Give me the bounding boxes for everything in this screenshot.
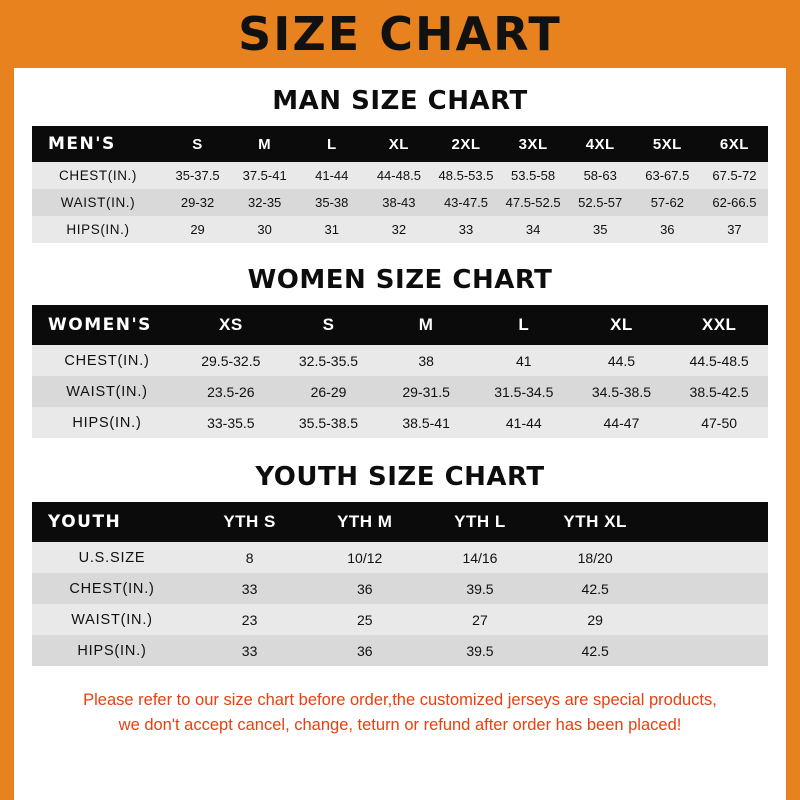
- women-row-label: CHEST(IN.): [64, 352, 150, 369]
- youth-table-body: [32, 542, 768, 666]
- women-header-cell: XL: [610, 315, 633, 334]
- man-row-label: WAIST(IN.): [60, 195, 136, 210]
- youth-cell: 42.5: [581, 642, 609, 659]
- man-cell: 38-43: [382, 195, 416, 210]
- youth-row-label: CHEST(IN.): [69, 580, 155, 597]
- footer-note-line-1: Please refer to our size chart before order,the customized jerseys are special products,: [83, 691, 717, 709]
- youth-header-cell: YTH L: [454, 512, 506, 531]
- man-table-head: [32, 126, 768, 162]
- man-header-cell: L: [326, 135, 337, 153]
- man-cell: 57-62: [650, 195, 684, 210]
- youth-table-head: [32, 502, 768, 542]
- table-row: [32, 573, 768, 604]
- youth-row-label: U.S.SIZE: [78, 549, 146, 566]
- youth-cell: 39.5: [466, 580, 494, 597]
- man-header-cell: S: [192, 135, 203, 153]
- youth-cell: 10/12: [347, 549, 383, 566]
- man-header-cell: XL: [388, 135, 409, 153]
- man-cell: 35-37.5: [175, 168, 220, 183]
- women-cell: 44.5: [607, 352, 636, 369]
- man-cell: 43-47.5: [443, 195, 489, 210]
- women-header-cell: L: [518, 315, 530, 334]
- footer-note: [26, 688, 774, 738]
- man-header-cell: 5XL: [652, 135, 682, 153]
- man-cell: 62-66.5: [712, 195, 757, 210]
- youth-cell: 27: [472, 611, 488, 628]
- man-cell: 29: [190, 222, 205, 237]
- man-cell: 35: [592, 222, 608, 237]
- women-cell: 35.5-38.5: [298, 414, 359, 431]
- women-cell: 29.5-32.5: [201, 352, 261, 369]
- man-section-title: MAN SIZE CHART: [272, 86, 528, 116]
- women-cell: 44.5-48.5: [689, 352, 749, 369]
- women-cell: 47-50: [701, 414, 738, 431]
- man-cell: 36: [660, 222, 675, 237]
- table-header-row: [32, 502, 768, 542]
- women-row-label: HIPS(IN.): [72, 414, 142, 431]
- man-cell: 48.5-53.5: [438, 168, 494, 183]
- man-header-cell: M: [258, 135, 272, 153]
- women-cell: 38: [418, 352, 434, 369]
- youth-cell-spacer: [653, 573, 768, 604]
- youth-cell: 39.5: [466, 642, 494, 659]
- table-header-row: [32, 305, 768, 345]
- youth-header-cell: YTH M: [337, 512, 393, 531]
- page-title: SIZE CHART: [238, 7, 562, 61]
- man-header-cell: 2XL: [451, 135, 481, 153]
- women-cell: 26-29: [310, 383, 347, 400]
- women-header-cell: WOMEN'S: [48, 315, 152, 335]
- women-cell: 32.5-35.5: [298, 352, 359, 369]
- man-cell: 32: [391, 222, 407, 237]
- youth-cell: 8: [245, 549, 254, 566]
- women-cell: 38.5-41: [402, 414, 450, 431]
- table-row: [32, 189, 768, 216]
- women-section-title: WOMEN SIZE CHART: [247, 265, 553, 295]
- man-row-label: CHEST(IN.): [59, 168, 137, 183]
- man-cell: 67.5-72: [712, 168, 757, 183]
- man-cell: 37: [727, 222, 742, 237]
- women-header-cell: XXL: [701, 315, 737, 334]
- youth-cell: 18/20: [577, 549, 613, 566]
- man-cell: 33: [458, 222, 474, 237]
- youth-row-label: HIPS(IN.): [77, 642, 147, 659]
- youth-cell: 33: [241, 580, 258, 597]
- man-header-cell: 3XL: [518, 135, 548, 153]
- youth-cell: 25: [356, 611, 373, 628]
- women-row-label: WAIST(IN.): [66, 383, 148, 400]
- women-cell: 38.5-42.5: [689, 383, 749, 400]
- women-cell: 31.5-34.5: [494, 383, 554, 400]
- women-header-cell: S: [322, 315, 335, 334]
- table-row: [32, 542, 768, 573]
- youth-section-title: YOUTH SIZE CHART: [255, 462, 545, 492]
- youth-cell: 23: [241, 611, 258, 628]
- table-row: [32, 162, 768, 189]
- women-size-table: [32, 305, 768, 438]
- man-cell: 41-44: [315, 168, 349, 183]
- youth-cell: 42.5: [581, 580, 609, 597]
- women-cell: 23.5-26: [207, 383, 255, 400]
- table-row: [32, 376, 768, 407]
- women-cell: 29-31.5: [402, 383, 450, 400]
- youth-size-table: [32, 502, 768, 666]
- youth-header-cell: YTH XL: [563, 512, 627, 531]
- footer-note-line-2: we don't accept cancel, change, teturn or refund after order has been placed!: [118, 715, 682, 734]
- man-cell: 30: [257, 222, 272, 237]
- man-cell: 34: [525, 222, 541, 237]
- man-cell: 29-32: [180, 195, 215, 210]
- man-row-label: HIPS(IN.): [66, 222, 130, 237]
- women-cell: 41-44: [505, 414, 542, 431]
- youth-cell: 14/16: [462, 549, 498, 566]
- table-row: [32, 407, 768, 438]
- man-cell: 35-38: [315, 195, 349, 210]
- youth-header-cell: YOUTH: [48, 512, 122, 532]
- youth-cell: 33: [241, 642, 258, 659]
- women-cell: 34.5-38.5: [591, 383, 652, 400]
- man-cell: 52.5-57: [578, 195, 623, 210]
- man-cell: 44-48.5: [376, 168, 421, 183]
- youth-cell-spacer: [653, 635, 768, 666]
- man-cell: 32-35: [248, 195, 282, 210]
- youth-cell-spacer: [653, 542, 768, 573]
- page-banner: [0, 0, 800, 68]
- youth-cell: 36: [356, 642, 373, 659]
- women-cell: 41: [516, 352, 532, 369]
- table-row: [32, 635, 768, 666]
- women-table-body: [32, 345, 768, 438]
- man-table-body: [32, 162, 768, 243]
- table-row: [32, 604, 768, 635]
- man-cell: 58-63: [583, 168, 617, 183]
- women-cell: 44-47: [603, 414, 640, 431]
- man-header-cell: 4XL: [585, 135, 615, 153]
- table-header-row: [32, 126, 768, 162]
- youth-cell: 36: [356, 580, 373, 597]
- table-row: [32, 216, 768, 243]
- women-table-head: [32, 305, 768, 345]
- man-cell: 31: [324, 222, 339, 237]
- youth-header-cell: YTH S: [223, 512, 276, 531]
- man-header-cell: MEN'S: [48, 134, 116, 154]
- man-cell: 53.5-58: [511, 168, 556, 183]
- women-header-cell: XS: [218, 315, 243, 334]
- man-cell: 47.5-52.5: [505, 195, 561, 210]
- youth-cell: 29: [587, 611, 603, 628]
- youth-header-spacer: [653, 502, 768, 542]
- man-header-cell: 6XL: [719, 135, 749, 153]
- women-cell: 33-35.5: [207, 414, 255, 431]
- women-header-cell: M: [418, 315, 434, 334]
- man-cell: 37.5-41: [242, 168, 287, 183]
- youth-row-label: WAIST(IN.): [71, 611, 153, 628]
- man-size-table: [32, 126, 768, 243]
- youth-cell-spacer: [653, 604, 768, 635]
- table-row: [32, 345, 768, 376]
- man-cell: 63-67.5: [645, 168, 690, 183]
